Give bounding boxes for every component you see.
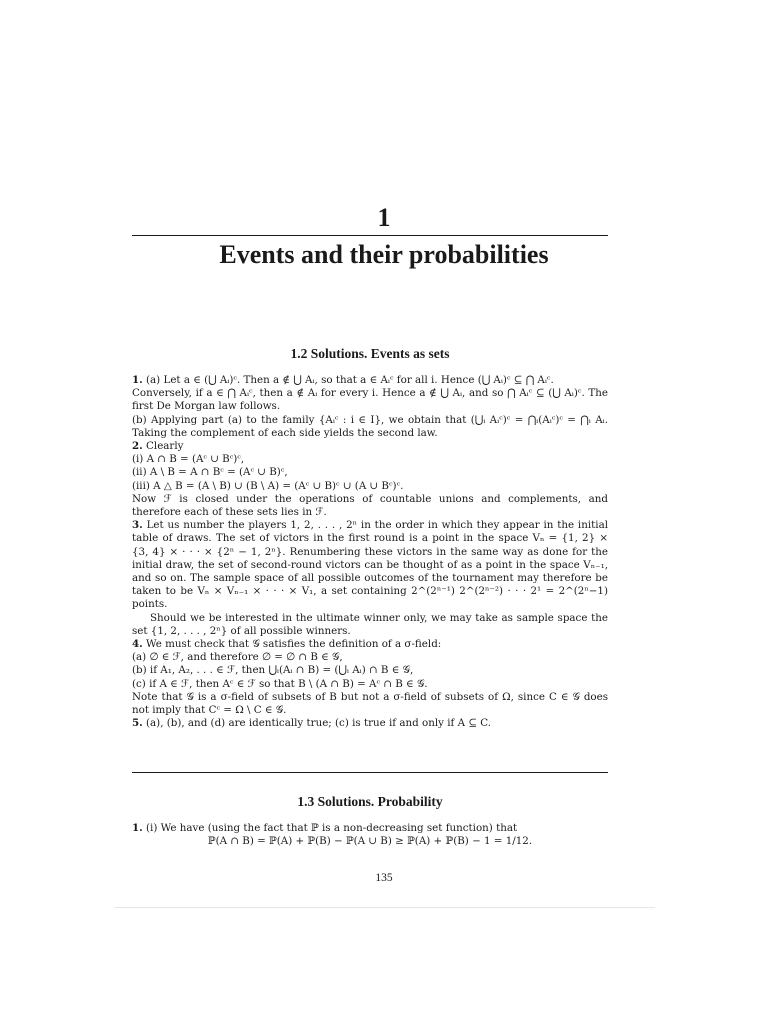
chapter-rule bbox=[132, 235, 608, 236]
section-heading-1-2: 1.2 Solutions. Events as sets bbox=[290, 346, 450, 361]
exercise-text: (i) We have (using the fact that ℙ is a non-decreasing set function) that bbox=[146, 822, 518, 834]
section-heading-1-3: 1.3 Solutions. Probability bbox=[297, 794, 443, 809]
exercise-text: Let us number the players 1, 2, . . . , 2ⁿ in the order in which they appear in the initial table of draws. The set of victors in the first round is a point in the space Vₙ = {1, 2} × {3, 4} × · · · × {2ⁿ − 1, 2ⁿ}. Renumbering these victors in the same way as done for the initial draw, the set of second-round victors can be thought of as a point in the space Vₙ₋₁, and so on. The sample space of all possible outcomes of the tournament may therefore be taken to be Vₙ × Vₙ₋₁ × · · · × V₁, a set containing 2^(2ⁿ⁻¹) 2^(2ⁿ⁻²) · · · 2¹ = 2^(2ⁿ−1) points. bbox=[132, 519, 608, 611]
exercise-text: Clearly bbox=[146, 440, 184, 453]
exercise-number: 5. bbox=[132, 717, 143, 730]
chapter-number: 1 bbox=[377, 203, 391, 232]
exercise-2-tail: Now ℱ is closed under the operations of countable unions and complements, and therefore each of these sets lies in ℱ. bbox=[132, 492, 608, 519]
exercise-number: 3. bbox=[132, 519, 143, 532]
exercise-4-c: (c) if A ∈ ℱ, then Aᶜ ∈ ℱ so that B \ (A ∩ B) = Aᶜ ∩ B ∈ 𝒢. bbox=[132, 677, 428, 690]
exercise-number: 1. bbox=[132, 374, 143, 386]
exercise-1-part-b: (b) Applying part (a) to the family {Aᵢᶜ : i ∈ I}, we obtain that (⋃ᵢ Aᵢᶜ)ᶜ = ⋂ᵢ(Aᵢᶜ)ᶜ = ⋂ᵢ Aᵢ. Taking the complement of each side yields the second law. bbox=[132, 413, 608, 439]
page-number: 135 bbox=[375, 872, 393, 884]
exercise-text: We must check that 𝒢 satisfies the definition of a σ-field: bbox=[146, 638, 442, 651]
chapter-title: Events and their probabilities bbox=[219, 240, 549, 269]
exercise-1-part-a bbox=[132, 374, 608, 387]
section-1-3-body bbox=[132, 822, 608, 848]
exercise-4-a: (a) ∅ ∈ ℱ, and therefore ∅ = ∅ ∩ B ∈ 𝒢, bbox=[132, 651, 343, 664]
exercise-2 bbox=[132, 440, 608, 453]
section-1-2-body bbox=[132, 374, 608, 730]
exercise-4 bbox=[132, 638, 608, 651]
exercise-4-b: (b) if A₁, A₂, . . . ∈ ℱ, then ⋃ᵢ(Aᵢ ∩ B) = (⋃ᵢ Aᵢ) ∩ B ∈ 𝒢, bbox=[132, 664, 414, 677]
display-equation: ℙ(A ∩ B) = ℙ(A) + ℙ(B) − ℙ(A ∪ B) ≥ ℙ(A) + ℙ(B) − 1 = 1/12. bbox=[207, 835, 533, 848]
exercise-3 bbox=[132, 519, 608, 611]
exercise-text: (a), (b), and (d) are identically true; (c) is true if and only if A ⊆ C. bbox=[146, 717, 492, 730]
exercise-5 bbox=[132, 717, 608, 730]
footer-divider bbox=[115, 907, 655, 908]
exercise-1-3-1 bbox=[132, 822, 608, 835]
exercise-number: 1. bbox=[132, 822, 143, 834]
exercise-number: 2. bbox=[132, 440, 143, 453]
section-rule bbox=[132, 772, 608, 773]
exercise-2-iii: (iii) A △ B = (A \ B) ∪ (B \ A) = (Aᶜ ∪ B)ᶜ ∪ (A ∪ Bᶜ)ᶜ. bbox=[132, 479, 404, 492]
exercise-number: 4. bbox=[132, 638, 143, 651]
exercise-2-i: (i) A ∩ B = (Aᶜ ∪ Bᶜ)ᶜ, bbox=[132, 453, 245, 466]
exercise-1-part-a-cont: Conversely, if a ∈ ⋂ Aᵢᶜ, then a ∉ Aᵢ for every i. Hence a ∉ ⋃ Aᵢ, and so ⋂ Aᵢᶜ ⊆ (⋃ Aᵢ)ᶜ. The first De Morgan law follows. bbox=[132, 387, 608, 413]
exercise-4-note: Note that 𝒢 is a σ-field of subsets of B but not a σ-field of subsets of Ω, since C ∈ 𝒢 does not imply that Cᶜ = Ω \ C ∈ 𝒢. bbox=[132, 690, 608, 717]
exercise-3-cont: Should we be interested in the ultimate winner only, we may take as sample space the set {1, 2, . . . , 2ⁿ} of all possible winners. bbox=[132, 611, 608, 637]
exercise-text: (a) Let a ∈ (⋃ Aᵢ)ᶜ. Then a ∉ ⋃ Aᵢ, so that a ∈ Aᵢᶜ for all i. Hence (⋃ Aᵢ)ᶜ ⊆ ⋂ Aᵢᶜ. bbox=[146, 374, 554, 386]
exercise-2-ii: (ii) A \ B = A ∩ Bᶜ = (Aᶜ ∪ B)ᶜ, bbox=[132, 466, 288, 479]
